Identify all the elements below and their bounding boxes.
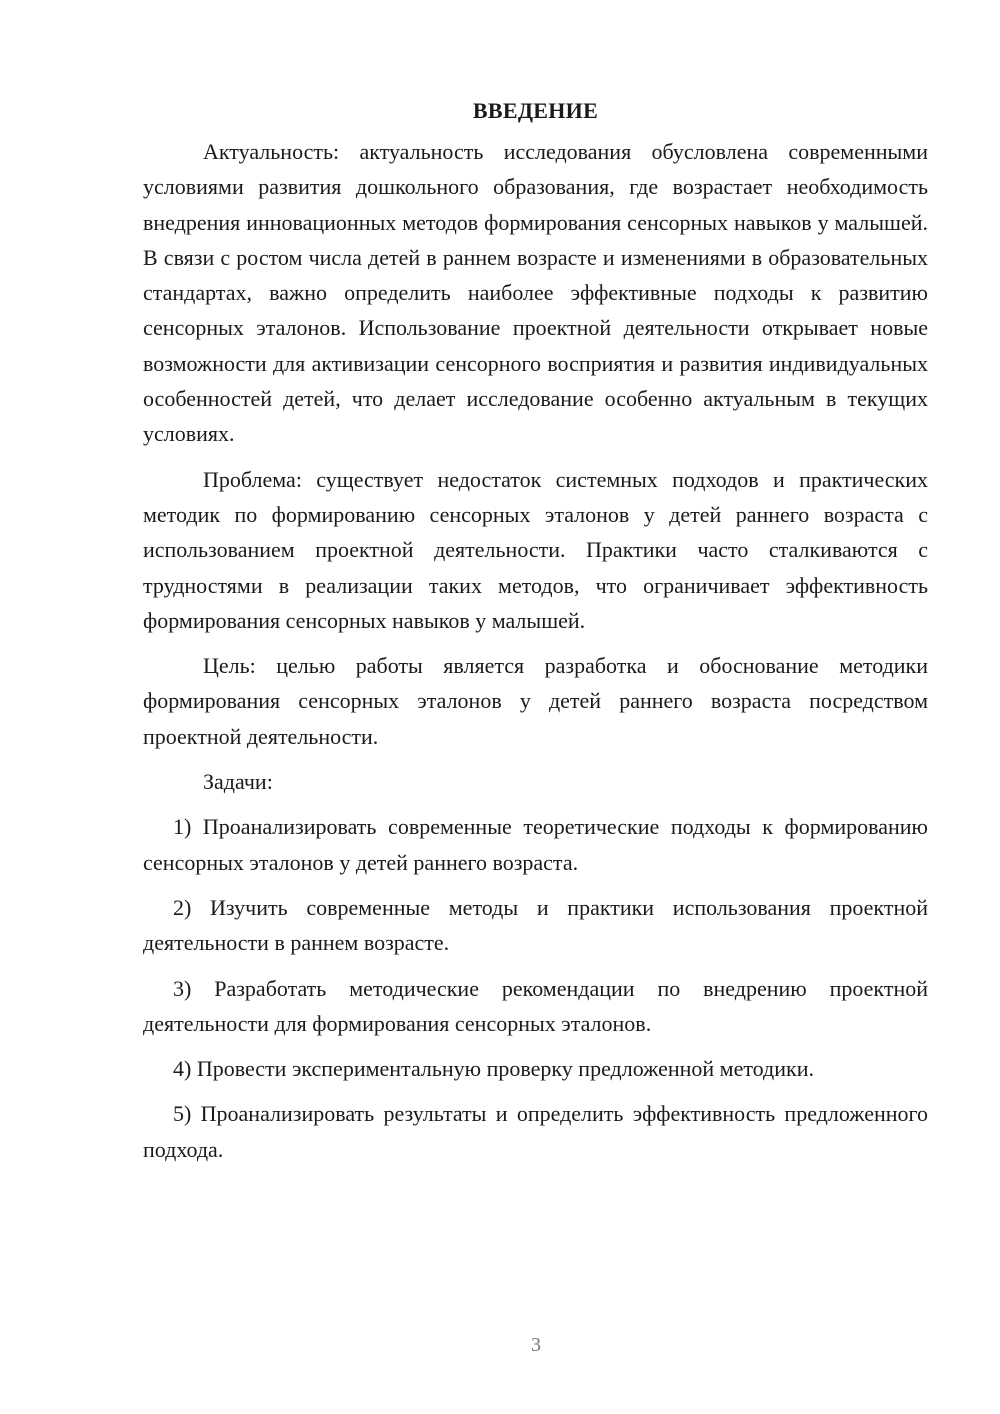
page-number: 3 xyxy=(531,1334,541,1356)
task-item: 1) Проанализировать современные теоретические подходы к формированию сенсорных эталонов у детей раннего возраста. xyxy=(143,814,928,875)
task-item: 4) Провести экспериментальную проверку предложенной методики. xyxy=(173,1056,814,1082)
tasks-heading: Задачи: xyxy=(203,769,273,795)
relevance-paragraph: Актуальность: актуальность исследования обусловлена современными условиями развития дошкольного образования, где возрастает необходимость внедрения инновационных методов формирования сенсорных навыков у малышей. В связи с ростом числа детей в раннем возрасте и изменениями в образовательных стандартах, важно определить наиболее эффективные подходы к развитию сенсорных эталонов. Использование проектной деятельности открывает новые возможности для активизации сенсорного восприятия и развития индивидуальных особенностей детей, что делает исследование особенно актуальным в текущих условиях. xyxy=(143,139,928,447)
task-item: 2) Изучить современные методы и практики использования проектной деятельности в раннем возрасте. xyxy=(143,894,928,956)
problem-paragraph: Проблема: существует недостаток системных подходов и практических методик по формированию сенсорных эталонов у детей раннего возраста с использованием проектной деятельности. Практики часто сталкиваются с трудностями в реализации таких методов, что ограничивает эффективность формирования сенсорных навыков у малышей. xyxy=(143,466,928,633)
page-title: ВВЕДЕНИЕ xyxy=(472,98,599,123)
page-content xyxy=(143,95,928,1177)
task-item: 3) Разработать методические рекомендации по внедрению проектной деятельности для формирования сенсорных эталонов. xyxy=(143,975,928,1036)
goal-paragraph: Цель: целью работы является разработка и обоснование методики формирования сенсорных эталонов у детей раннего возраста посредством проектной деятельности. xyxy=(143,653,928,749)
task-item: 5) Проанализировать результаты и определить эффективность предложенного подхода. xyxy=(143,1101,928,1162)
